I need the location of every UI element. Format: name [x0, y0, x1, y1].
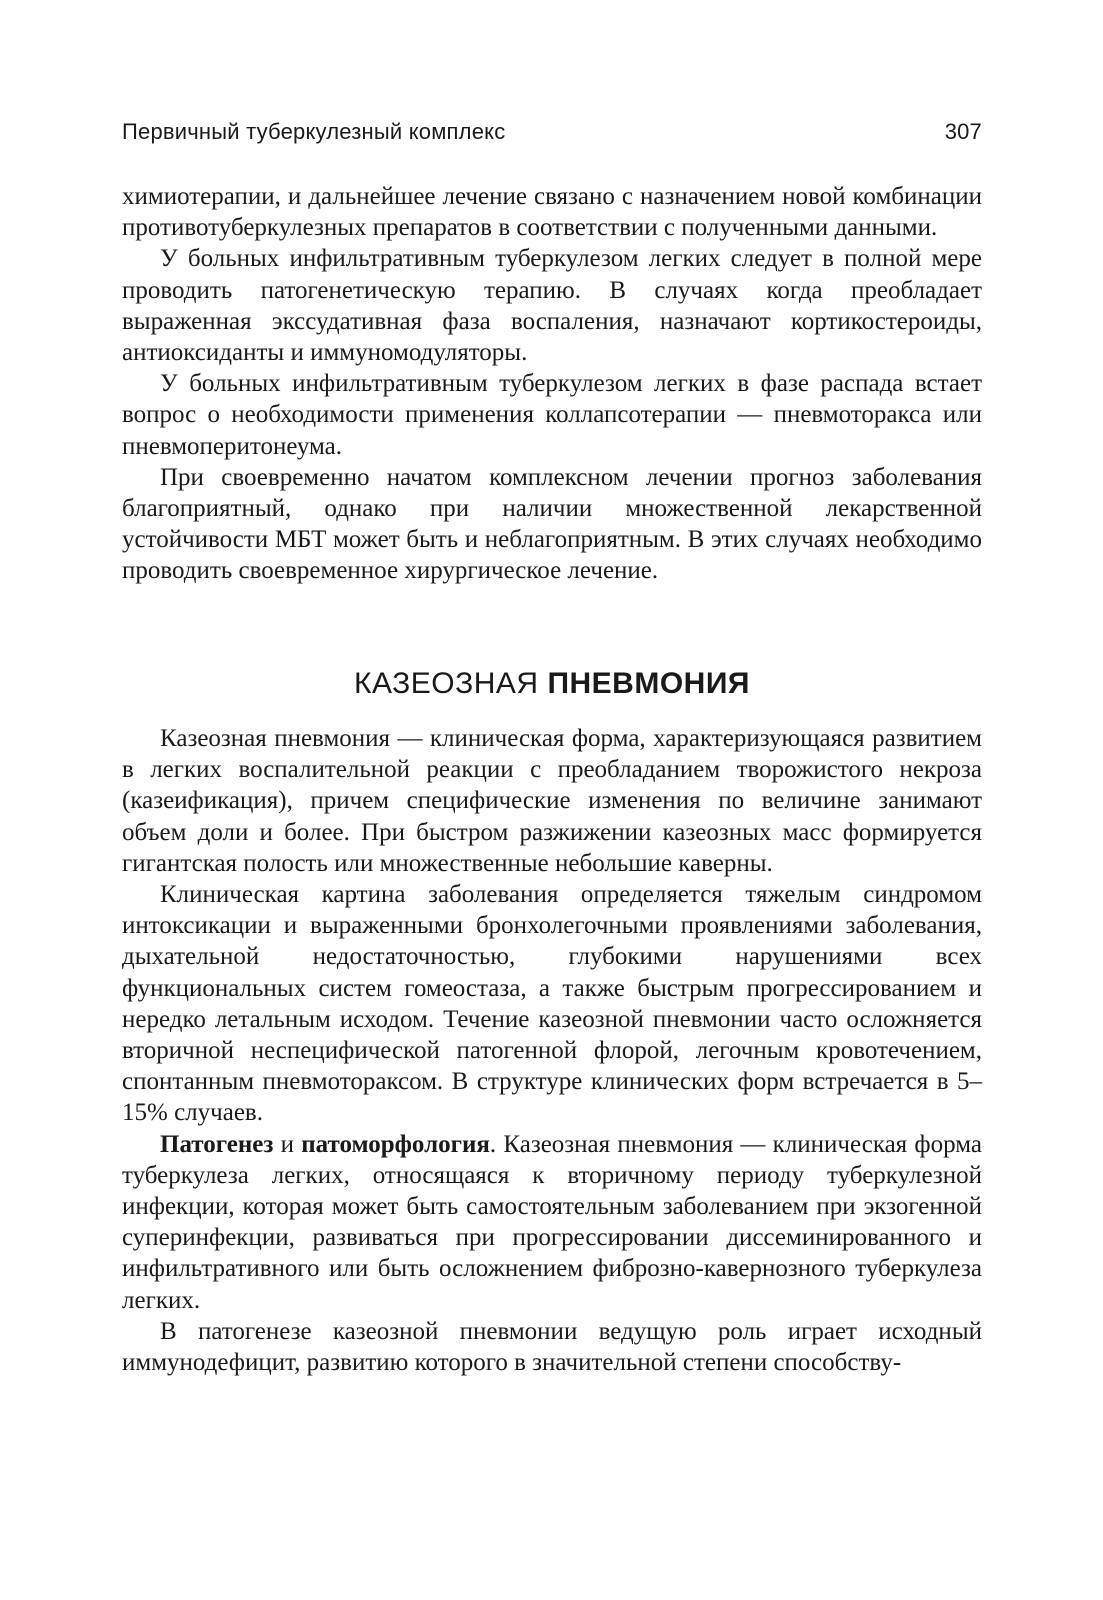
runin-heading-pathomorphology: патоморфология: [301, 1130, 490, 1158]
section-heading-light: КАЗЕОЗНАЯ: [354, 667, 548, 700]
paragraph: В патогенезе казеозной пневмонии ведущую роль играет исходный иммунодефицит, развитию которого в значительной степени способству-: [122, 1317, 982, 1377]
paragraph: У больных инфильтративным туберкулезом легких в фазе распада встает вопрос о необходимости применения коллапсотерапии — пневмоторакса или пневмоперитонеума.: [122, 370, 982, 460]
section-text-block: [122, 723, 982, 1378]
paragraph: Клиническая картина заболевания определяется тяжелым синдромом интоксикации и выраженными бронхолегочными проявлениями заболевания, дыхательной недостаточностью, глубокими нарушениями всех функциональных систем гомеостаза, а также быстрым прогрессированием и нередко летальным исходом. Течение казеозной пневмонии часто осложняется вторичной неспецифической патогенной флорой, легочным кровотечением, спонтанным пневмотораксом. В структуре клинических форм встречается в 5–15% случаев.: [122, 881, 982, 1127]
paragraph: химиотерапии, и дальнейшее лечение связано с назначением новой комбинации противотуберкулезных препаратов в соответствии с полученными данными.: [122, 183, 982, 242]
paragraph: [122, 1129, 982, 1316]
section-heading-bold: ПНЕВМОНИЯ: [547, 667, 750, 700]
page-number: 307: [944, 119, 982, 144]
section-heading: [122, 666, 982, 702]
runin-heading-pathogenesis: Патогенез: [160, 1130, 274, 1158]
paragraph: Казеозная пневмония — клиническая форма, характеризующаяся развитием в легких воспалительной реакции с преобладанием творожистого некроза (казеификация), причем специфические изменения по величине занимают объем доли и более. При быстром разжижении казеозных масс формируется гигантская полость или множественные небольшие каверны.: [122, 725, 982, 877]
top-text-block: [122, 181, 982, 587]
paragraph-text: . Казеозная пневмония — клиническая форма туберкулеза легких, относящаяся к вторичному периоду туберкулезной инфекции, которая может быть самостоятельным заболеванием при экзогенной суперинфекции, развиваться при прогрессировании диссеминированного и инфильтративного или быть осложнением фиброзно-кавернозного туберкулеза легких.: [122, 1130, 982, 1314]
running-title: Первичный туберкулезный комплекс: [122, 119, 506, 144]
paragraph: При своевременно начатом комплексном лечении прогноз заболевания благоприятный, однако при наличии множественной лекарственной устойчивости МБТ может быть и неблагоприятным. В этих случаях необходимо проводить своевременное хирургическое лечение.: [122, 463, 982, 585]
runin-conjunction: и: [273, 1130, 302, 1158]
paragraph: У больных инфильтративным туберкулезом легких следует в полной мере проводить патогенетическую терапию. В случаях когда преобладает выраженная экссудативная фаза воспаления, назначают кортикостероиды, антиоксиданты и иммуномодуляторы.: [122, 245, 982, 367]
